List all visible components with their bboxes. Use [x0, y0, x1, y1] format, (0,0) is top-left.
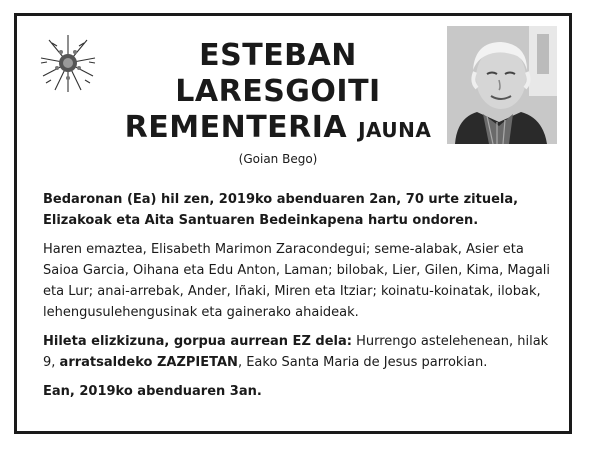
obituary-frame [14, 13, 572, 434]
honorific: JAUNA [358, 118, 432, 142]
nickname: (Goian Bego) [238, 152, 318, 166]
name-line-3 [113, 110, 443, 148]
family-list: Haren emaztea, Elisabeth Marimon Zaracondegui; seme-alabak, Asier eta Saioa Garcia, Oihana eta Edu Anton, Laman; bilobak, Lier, Gilen, Kima, Magali eta Lur; anai-arrebak, Ander, Iñaki, Miren eta Itziar; koinatu-koinatak, ilobak, lehengusulehengusinak eta gainerako ahaideak. [43, 242, 551, 320]
deceased-name [113, 38, 443, 166]
surname-2: REMENTERIA [124, 110, 348, 145]
funeral-place: , Eako Santa Maria de Jesus parrokian. [237, 355, 488, 370]
thistle-icon [37, 32, 99, 94]
funeral-heading: Hileta elizkizuna, gorpua aurrean EZ dela: [43, 334, 352, 349]
death-notice: Bedaronan (Ea) hil zen, 2019ko abenduaren 2an, 70 urte zituela, Elizakoak eta Aita Santuaren Bedeinkapena hartu ondoren. [43, 192, 519, 228]
closing-date: Ean, 2019ko abenduaren 3an. [43, 384, 262, 399]
funeral-time: arratsaldeko ZAZPIETAN [59, 355, 238, 370]
funeral-day: Hurrengo astelehenean, hilak 9, [43, 334, 549, 370]
funeral-info [43, 331, 557, 373]
name-line-2: LARESGOITI [175, 74, 381, 109]
portrait-photo [447, 26, 557, 144]
obituary-body [43, 189, 557, 410]
name-line-1: ESTEBAN [199, 38, 357, 73]
